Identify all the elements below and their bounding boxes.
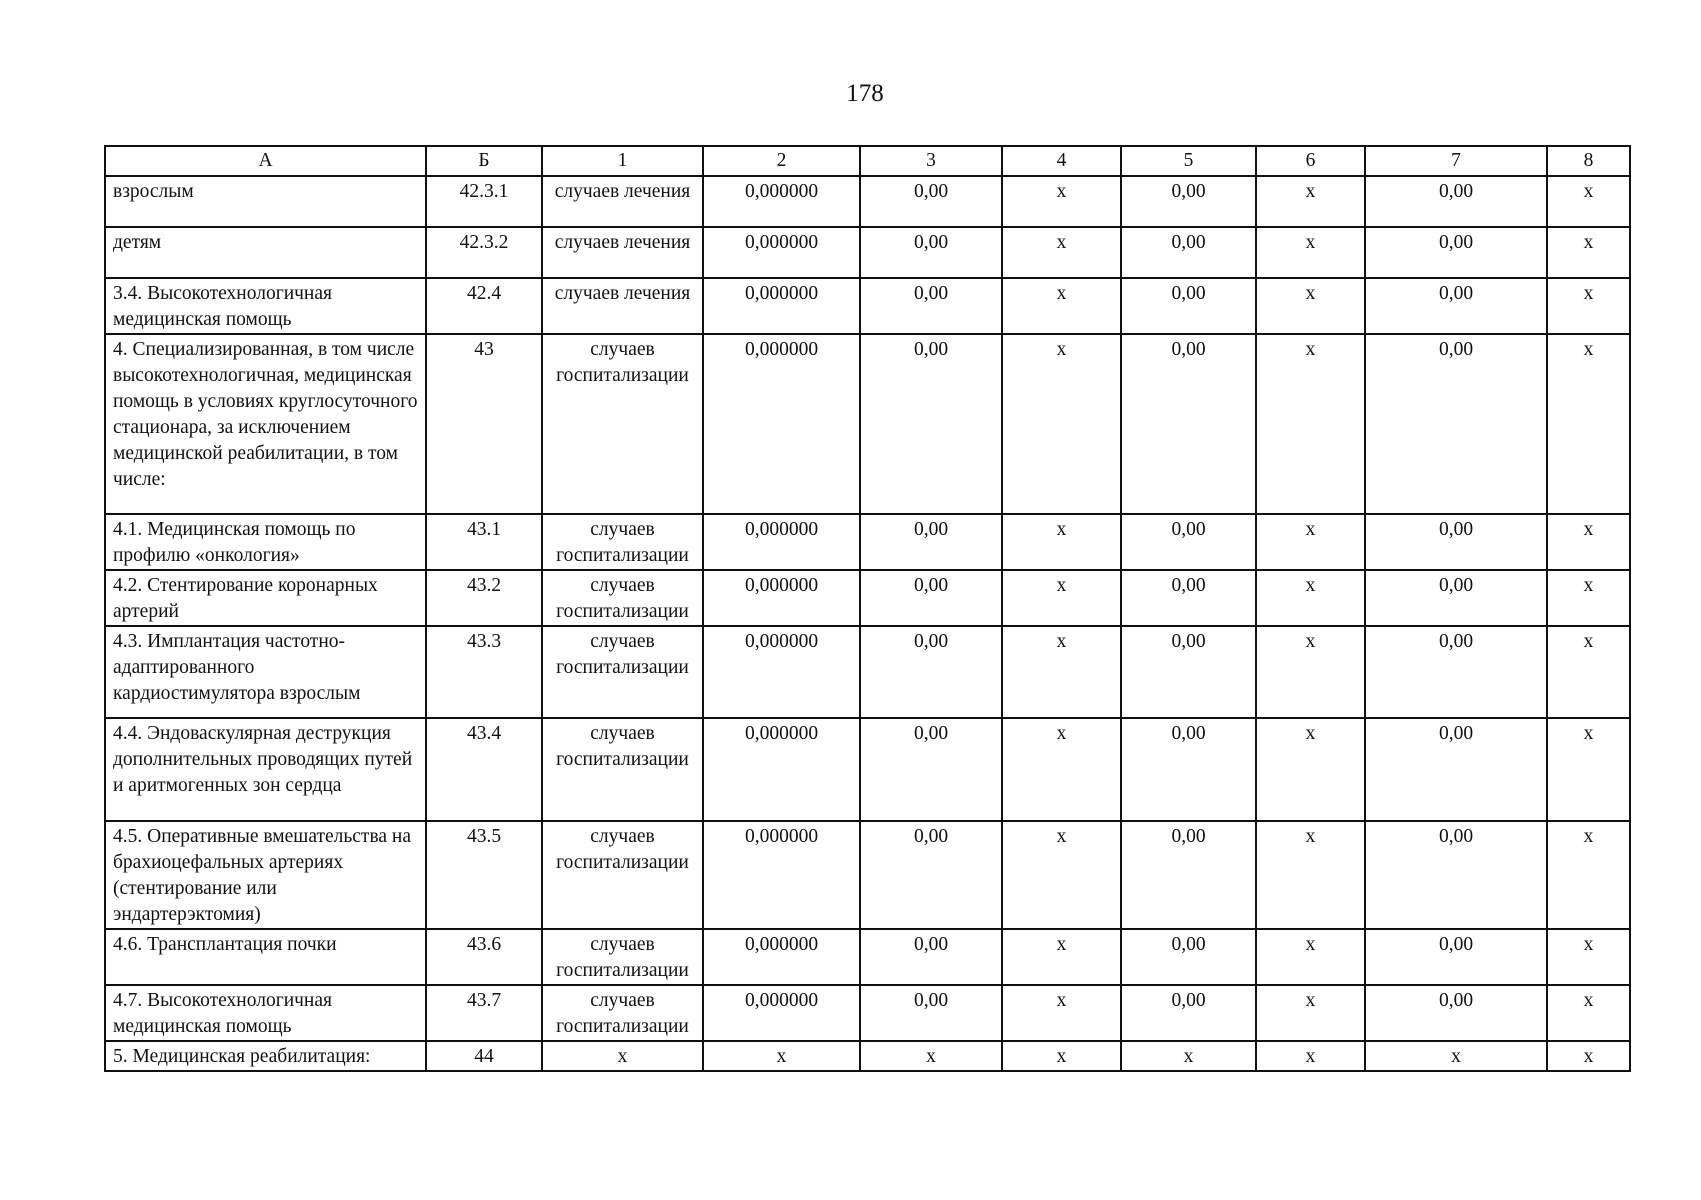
- row-name-cell: 4.5. Оперативные вмешательства на брахиоцефальных артериях (стентирование или эндартерэктомия): [105, 821, 426, 929]
- value-cell: х: [1002, 821, 1121, 929]
- row-code-cell: 43.4: [426, 718, 542, 821]
- value-cell: 0,00: [1121, 334, 1256, 514]
- value-cell: 0,00: [860, 570, 1002, 626]
- value-cell: х: [1256, 570, 1365, 626]
- value-cell: 0,00: [1121, 278, 1256, 334]
- header-cell: 2: [703, 146, 860, 176]
- value-cell: х: [1547, 176, 1630, 227]
- value-cell: 0,00: [1365, 278, 1547, 334]
- value-cell: 0,000000: [703, 278, 860, 334]
- unit-cell: случаев лечения: [542, 278, 703, 334]
- table-row: [105, 626, 1630, 718]
- value-cell: 0,00: [1365, 334, 1547, 514]
- value-cell: 0,00: [1121, 718, 1256, 821]
- value-cell: 0,00: [860, 514, 1002, 570]
- value-cell: х: [1002, 278, 1121, 334]
- unit-cell: случаев госпитализации: [542, 985, 703, 1041]
- value-cell: 0,000000: [703, 334, 860, 514]
- value-cell: х: [1547, 334, 1630, 514]
- value-cell: х: [1256, 821, 1365, 929]
- value-cell: х: [860, 1041, 1002, 1071]
- value-cell: х: [1002, 514, 1121, 570]
- header-row: [105, 146, 1630, 176]
- value-cell: 0,00: [1365, 176, 1547, 227]
- value-cell: 0,000000: [703, 821, 860, 929]
- value-cell: 0,00: [1121, 929, 1256, 985]
- table-row: [105, 985, 1630, 1041]
- value-cell: 0,00: [860, 821, 1002, 929]
- value-cell: 0,00: [1365, 227, 1547, 278]
- value-cell: 0,00: [1365, 514, 1547, 570]
- value-cell: х: [1002, 626, 1121, 718]
- value-cell: 0,00: [1121, 514, 1256, 570]
- value-cell: х: [1256, 929, 1365, 985]
- header-cell: Б: [426, 146, 542, 176]
- value-cell: 0,000000: [703, 626, 860, 718]
- table-row: [105, 718, 1630, 821]
- value-cell: х: [1256, 278, 1365, 334]
- unit-cell: случаев госпитализации: [542, 626, 703, 718]
- value-cell: х: [1256, 626, 1365, 718]
- unit-cell: случаев госпитализации: [542, 821, 703, 929]
- value-cell: 0,00: [860, 176, 1002, 227]
- value-cell: 0,00: [860, 985, 1002, 1041]
- table-row: [105, 821, 1630, 929]
- row-name-cell: 5. Медицинская реабилитация:: [105, 1041, 426, 1071]
- value-cell: х: [1002, 570, 1121, 626]
- row-name-cell: 4.6. Трансплантация почки: [105, 929, 426, 985]
- header-cell: 4: [1002, 146, 1121, 176]
- unit-cell: случаев лечения: [542, 227, 703, 278]
- row-name-cell: 4.2. Стентирование коронарных артерий: [105, 570, 426, 626]
- row-name-cell: детям: [105, 227, 426, 278]
- row-code-cell: 43.7: [426, 985, 542, 1041]
- row-code-cell: 43: [426, 334, 542, 514]
- value-cell: 0,00: [1121, 985, 1256, 1041]
- value-cell: х: [1002, 227, 1121, 278]
- value-cell: 0,00: [860, 334, 1002, 514]
- value-cell: х: [1547, 278, 1630, 334]
- header-cell: 6: [1256, 146, 1365, 176]
- value-cell: 0,00: [1365, 929, 1547, 985]
- value-cell: х: [1547, 929, 1630, 985]
- header-cell: 1: [542, 146, 703, 176]
- value-cell: х: [1256, 334, 1365, 514]
- table-row: [105, 929, 1630, 985]
- table-row: [105, 334, 1630, 514]
- value-cell: 0,00: [860, 718, 1002, 821]
- unit-cell: х: [542, 1041, 703, 1071]
- page-number: 178: [846, 80, 884, 107]
- value-cell: 0,00: [1121, 176, 1256, 227]
- value-cell: х: [1002, 718, 1121, 821]
- value-cell: 0,00: [1365, 570, 1547, 626]
- value-cell: х: [1547, 821, 1630, 929]
- value-cell: 0,000000: [703, 176, 860, 227]
- row-code-cell: 43.5: [426, 821, 542, 929]
- value-cell: 0,00: [860, 227, 1002, 278]
- value-cell: 0,000000: [703, 929, 860, 985]
- value-cell: х: [1256, 227, 1365, 278]
- value-cell: х: [1547, 514, 1630, 570]
- value-cell: 0,00: [1121, 821, 1256, 929]
- value-cell: х: [1002, 929, 1121, 985]
- row-code-cell: 42.4: [426, 278, 542, 334]
- unit-cell: случаев госпитализации: [542, 570, 703, 626]
- value-cell: х: [703, 1041, 860, 1071]
- value-cell: 0,000000: [703, 514, 860, 570]
- value-cell: х: [1002, 334, 1121, 514]
- row-name-cell: 4.1. Медицинская помощь по профилю «онкология»: [105, 514, 426, 570]
- value-cell: х: [1002, 176, 1121, 227]
- value-cell: х: [1002, 1041, 1121, 1071]
- value-cell: 0,00: [1121, 570, 1256, 626]
- value-cell: х: [1547, 1041, 1630, 1071]
- value-cell: х: [1547, 985, 1630, 1041]
- row-code-cell: 42.3.2: [426, 227, 542, 278]
- row-name-cell: 4. Специализированная, в том числе высокотехнологичная, медицинская помощь в условиях круглосуточного стационара, за исключением медицинской реабилитации, в том числе:: [105, 334, 426, 514]
- header-cell: А: [105, 146, 426, 176]
- value-cell: х: [1256, 985, 1365, 1041]
- row-name-cell: 3.4. Высокотехнологичная медицинская помощь: [105, 278, 426, 334]
- table-row: [105, 278, 1630, 334]
- value-cell: х: [1547, 227, 1630, 278]
- row-name-cell: взрослым: [105, 176, 426, 227]
- value-cell: 0,00: [1121, 227, 1256, 278]
- value-cell: х: [1121, 1041, 1256, 1071]
- value-cell: 0,000000: [703, 985, 860, 1041]
- value-cell: х: [1547, 626, 1630, 718]
- header-cell: 3: [860, 146, 1002, 176]
- value-cell: 0,00: [1365, 626, 1547, 718]
- data-table: [104, 145, 1631, 1072]
- row-code-cell: 44: [426, 1041, 542, 1071]
- value-cell: х: [1547, 570, 1630, 626]
- value-cell: 0,000000: [703, 570, 860, 626]
- unit-cell: случаев лечения: [542, 176, 703, 227]
- row-code-cell: 42.3.1: [426, 176, 542, 227]
- table-row: [105, 1041, 1630, 1071]
- unit-cell: случаев госпитализации: [542, 718, 703, 821]
- header-cell: 7: [1365, 146, 1547, 176]
- row-name-cell: 4.3. Имплантация частотно-адаптированного кардиостимулятора взрослым: [105, 626, 426, 718]
- unit-cell: случаев госпитализации: [542, 514, 703, 570]
- row-code-cell: 43.2: [426, 570, 542, 626]
- value-cell: 0,00: [1121, 626, 1256, 718]
- unit-cell: случаев госпитализации: [542, 334, 703, 514]
- value-cell: 0,00: [1365, 718, 1547, 821]
- row-name-cell: 4.4. Эндоваскулярная деструкция дополнительных проводящих путей и аритмогенных зон сердца: [105, 718, 426, 821]
- value-cell: 0,00: [860, 278, 1002, 334]
- row-code-cell: 43.6: [426, 929, 542, 985]
- row-code-cell: 43.1: [426, 514, 542, 570]
- value-cell: х: [1547, 718, 1630, 821]
- value-cell: х: [1256, 718, 1365, 821]
- row-code-cell: 43.3: [426, 626, 542, 718]
- table-row: [105, 227, 1630, 278]
- value-cell: х: [1365, 1041, 1547, 1071]
- header-cell: 8: [1547, 146, 1630, 176]
- value-cell: х: [1002, 985, 1121, 1041]
- value-cell: 0,000000: [703, 227, 860, 278]
- value-cell: х: [1256, 514, 1365, 570]
- table-row: [105, 176, 1630, 227]
- value-cell: 0,00: [1365, 985, 1547, 1041]
- unit-cell: случаев госпитализации: [542, 929, 703, 985]
- table-row: [105, 514, 1630, 570]
- value-cell: 0,00: [860, 626, 1002, 718]
- value-cell: х: [1256, 176, 1365, 227]
- value-cell: 0,000000: [703, 718, 860, 821]
- table-row: [105, 570, 1630, 626]
- value-cell: х: [1256, 1041, 1365, 1071]
- row-name-cell: 4.7. Высокотехнологичная медицинская помощь: [105, 985, 426, 1041]
- value-cell: 0,00: [1365, 821, 1547, 929]
- value-cell: 0,00: [860, 929, 1002, 985]
- header-cell: 5: [1121, 146, 1256, 176]
